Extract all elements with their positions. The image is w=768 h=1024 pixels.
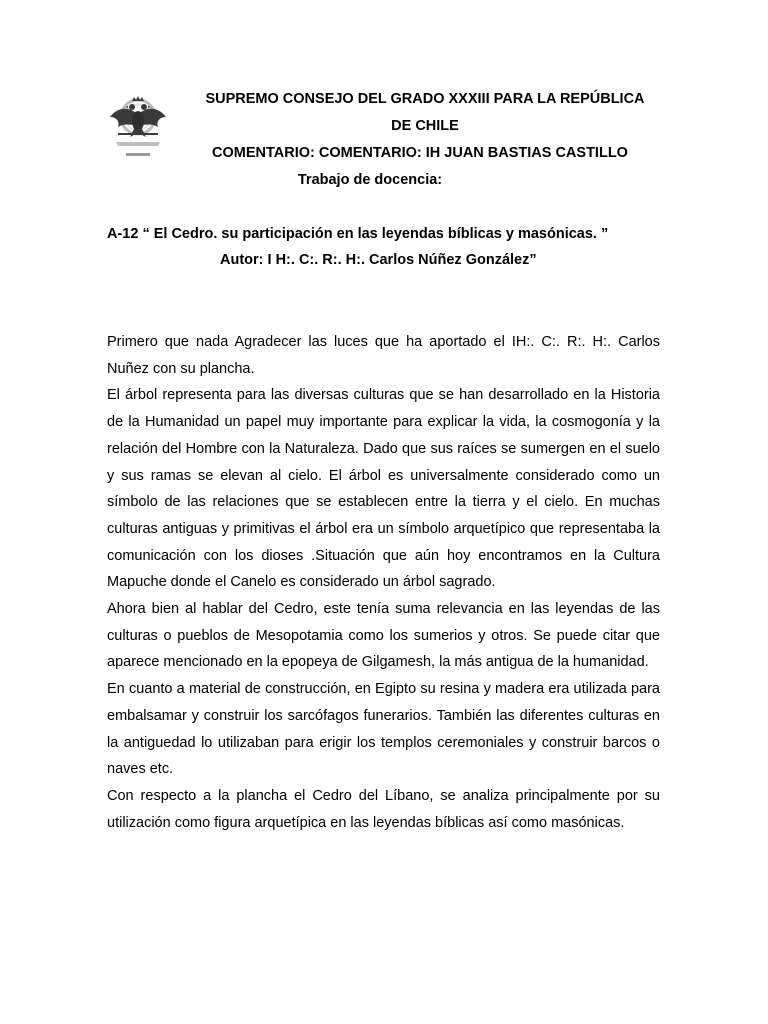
document-body [107,329,660,836]
header-line-1: SUPREMO CONSEJO DEL GRADO XXXIII PARA LA REPÚBLICA [205,91,645,107]
paragraph: Primero que nada Agradecer las luces que ha aportado el IH:. C:. R:. H:. Carlos Nuñez con su plancha. [107,334,660,377]
paragraph: El árbol representa para las diversas culturas que se han desarrollado en la Historia de la Humanidad un papel muy importante para explicar la vida, la cosmogonía y la relación del Hombre con la Naturaleza. Dado que sus raíces se sumergen en el suelo y sus ramas se elevan al cielo. El árbol es universalmente considerado como un símbolo de las relaciones que se establecen entre la tierra y el cielo. En muchas culturas antiguas y primitivas el árbol era un símbolo arquetípico que representaba la comunicación con los dioses .Situación que aún hoy encontramos en la Cultura Mapuche donde el Canelo es considerado un árbol sagrado. [107,387,660,591]
document-title: A-12 “ El Cedro. su participación en las leyendas bíblicas y masónicas. ” [107,226,609,242]
double-headed-eagle-seal-icon [106,95,170,161]
paragraph: Con respecto a la plancha el Cedro del Líbano, se analiza principalmente por su utilización como figura arquetípica en las leyendas bíblicas así como masónicas. [107,787,660,831]
paragraph: Ahora bien al hablar del Cedro, este tenía suma relevancia en las leyendas de las culturas o pueblos de Mesopotamia como los sumerios y otros. Se puede citar que aparece mencionado en la epopeya de Gilgamesh, la más antigua de la humanidad. [107,601,660,671]
header-line-2: DE CHILE [391,118,459,134]
author-label: Autor [220,252,259,268]
header-work-type: Trabajo de docencia: [297,172,443,188]
document-author [220,252,537,268]
author-name: : I H:. C:. R:. H:. Carlos Núñez González” [258,252,537,268]
paragraph: En cuanto a material de construcción, en Egipto su resina y madera era utilizada para embalsamar y construir los sarcófagos funerarios. También las diferentes culturas en la antiguedad lo utilizaban para erigir los templos ceremoniales y construir barcos o naves etc. [107,681,660,778]
header-comment-line: COMENTARIO: COMENTARIO: IH JUAN BASTIAS CASTILLO [212,145,628,161]
